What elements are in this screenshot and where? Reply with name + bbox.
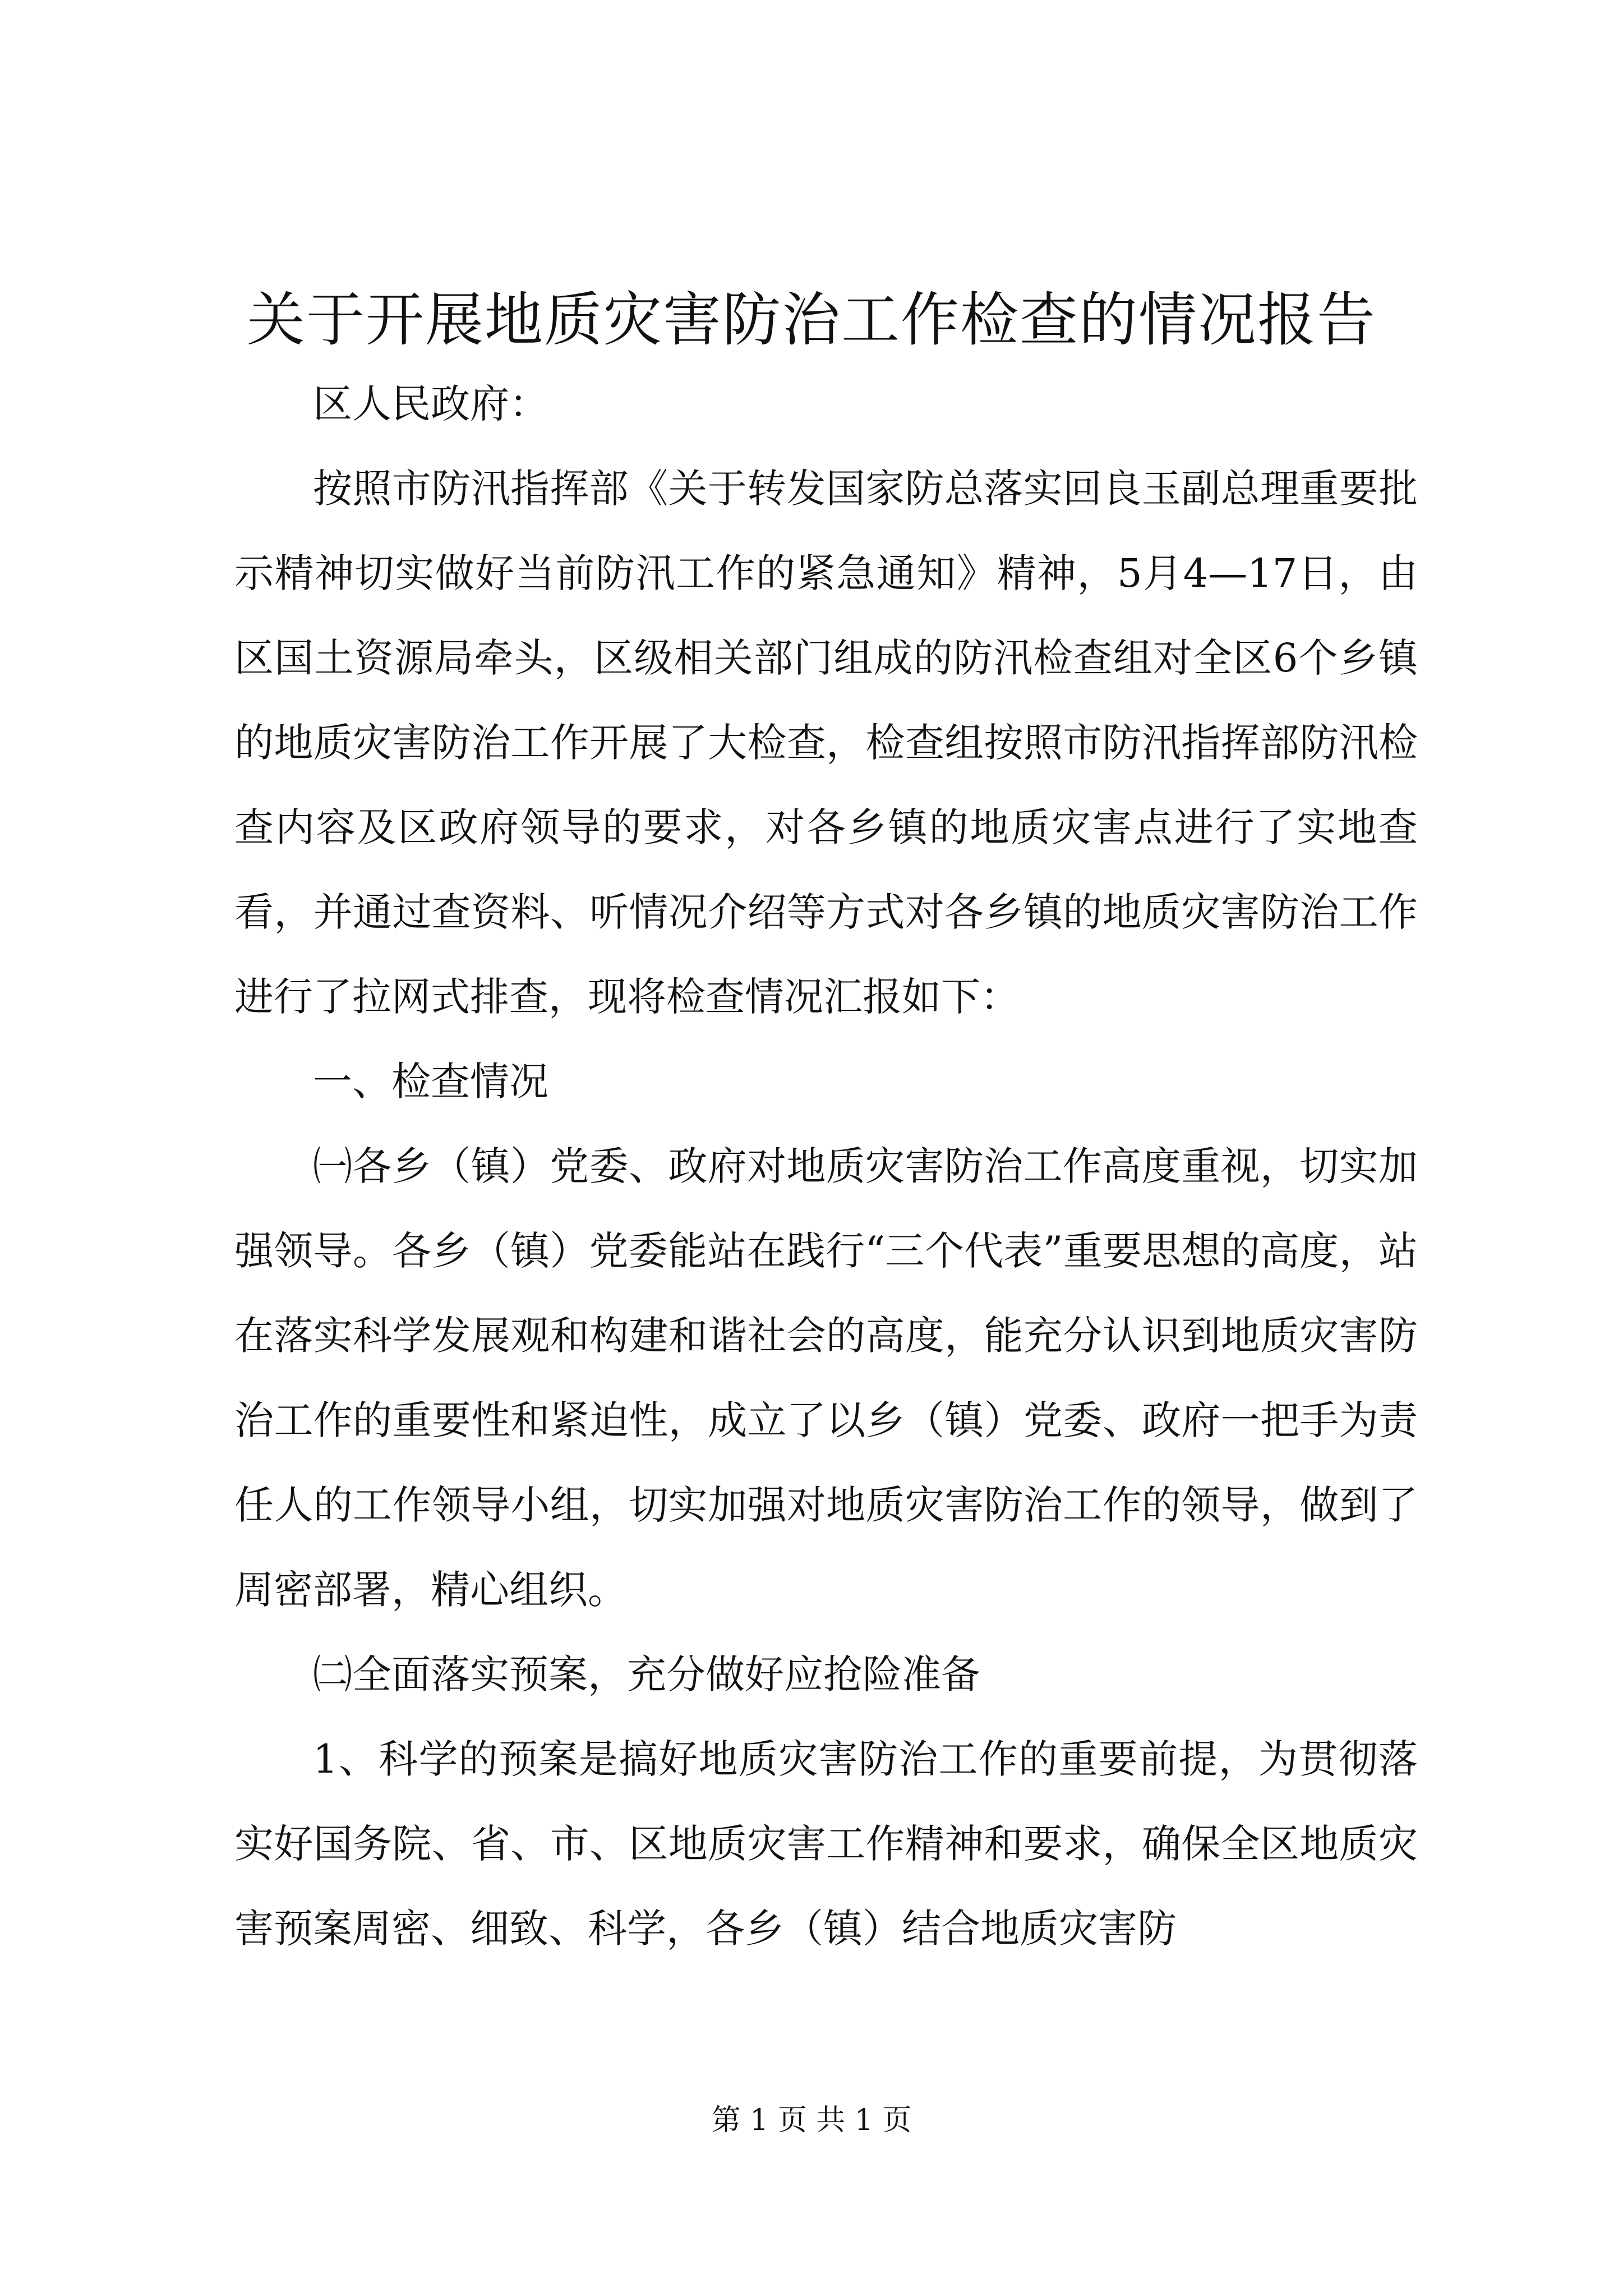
salutation: 区人民政府：	[313, 381, 548, 427]
page-footer: 第 1 页 共 1 页	[711, 2104, 912, 2137]
subsection-heading-plans: ㈡全面落实预案，充分做好应抢险准备	[313, 1651, 980, 1697]
document-body	[234, 362, 1418, 1971]
section-heading-inspection: 一、检查情况	[313, 1059, 548, 1105]
paragraph-plans: 1、科学的预案是搞好地质灾害防治工作的重要前提，为贯彻落实好国务院、省、市、区地质灾害工作精神和要求，确保全区地质灾害预案周密、细致、科学，各乡（镇）结合地质灾害防	[234, 1736, 1418, 1952]
document-title: 关于开展地质灾害防治工作检查的情况报告	[246, 286, 1376, 354]
paragraph-intro: 按照市防汛指挥部《关于转发国家防总落实回良玉副总理重要批示精神切实做好当前防汛工作的紧急通知》精神，5月4—17日，由区国土资源局牵头，区级相关部门组成的防汛检查组对全区6个乡镇的地质灾害防治工作开展了大检查，检查组按照市防汛指挥部防汛检查内容及区政府领导的要求，对各乡镇的地质灾害点进行了实地查看，并通过查资料、听情况介绍等方式对各乡镇的地质灾害防治工作进行了拉网式排查，现将检查情况汇报如下：	[234, 466, 1418, 1020]
paragraph-leadership: ㈠各乡（镇）党委、政府对地质灾害防治工作高度重视，切实加强领导。各乡（镇）党委能站在践行“三个代表”重要思想的高度，站在落实科学发展观和构建和谐社会的高度，能充分认识到地质灾害防治工作的重要性和紧迫性，成立了以乡（镇）党委、政府一把手为责任人的工作领导小组，切实加强对地质灾害防治工作的领导，做到了周密部署，精心组织。	[234, 1143, 1418, 1613]
